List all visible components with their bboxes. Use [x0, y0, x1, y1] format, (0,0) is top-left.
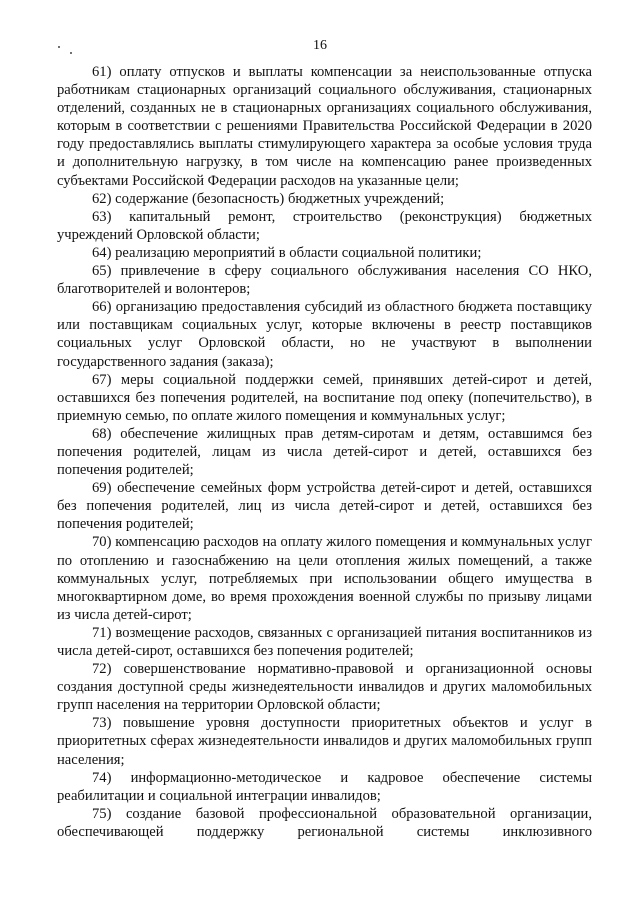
paragraph-70: 70) компенсацию расходов на оплату жилого помещения и коммунальных услуг по отоплению и газоснабжению на цели отопления жилых помещений, а также коммунальных услуг, потребляемых при использовании общего имущества в многоквартирном доме, во время прохождения военной службы по призыву лицами из числа детей-сирот;	[57, 534, 592, 623]
scan-speck	[58, 46, 60, 48]
paragraph-69: 69) обеспечение семейных форм устройства детей-сирот и детей, оставшихся без попечения родителей, лиц из числа детей-сирот и детей, оставшихся без попечения родителей;	[57, 480, 592, 533]
paragraph-64: 64) реализацию мероприятий в области социальной политики;	[92, 244, 482, 261]
paragraph-71: 71) возмещение расходов, связанных с организацией питания воспитанников из числа детей-сирот, оставшихся без попечения родителей;	[57, 624, 592, 659]
scan-speck	[70, 52, 72, 54]
paragraph-66: 66) организацию предоставления субсидий из областного бюджета поставщику или поставщикам социальных услуг, которые включены в реестр поставщиков социальных услуг Орловской области, но не участвуют в выполнении государственного задания (заказа);	[57, 299, 592, 370]
paragraph-73: 73) повышение уровня доступности приоритетных объектов и услуг в приоритетных сферах жизнедеятельности инвалидов и других маломобильных групп населения;	[57, 715, 592, 768]
paragraph-67: 67) меры социальной поддержки семей, принявших детей-сирот и детей, оставшихся без попечения родителей, на воспитание под опеку (попечительство), в приемную семью, по оплате жилого помещения и коммунальных услуг;	[57, 371, 592, 424]
paragraph-62: 62) содержание (безопасность) бюджетных учреждений;	[92, 190, 445, 207]
paragraph-74: 74) информационно-методическое и кадровое обеспечение системы реабилитации и социальной интеграции инвалидов;	[57, 769, 592, 804]
document-body	[57, 63, 592, 841]
page-number: 16	[313, 38, 327, 53]
paragraph-61: 61) оплату отпусков и выплаты компенсации за неиспользованные отпуска работникам стационарных организаций социального обслуживания, стационарных отделений, созданных не в стационарных организациях социального обслуживания, которым в соответствии с решениями Правительства Российской Федерации в 2020 году предоставлялись выплаты стимулирующего характера за особые условия труда и дополнительную нагрузку, в том числе на компенсацию ранее произведенных субъектами Российской Федерации расходов на указанные цели;	[57, 64, 592, 189]
paragraph-68: 68) обеспечение жилищных прав детям-сиротам и детям, оставшимся без попечения родителей, лицам из числа детей-сирот и детей, оставшихся без попечения родителей;	[57, 425, 592, 479]
paragraph-72: 72) совершенствование нормативно-правовой и организационной основы создания доступной среды жизнедеятельности инвалидов и других маломобильных групп населения на территории Орловской области;	[57, 661, 592, 714]
paragraph-63: 63) капитальный ремонт, строительство (реконструкция) бюджетных учреждений Орловской области;	[57, 208, 592, 243]
paragraph-65: 65) привлечение в сферу социального обслуживания населения СО НКО, благотворителей и волонтеров;	[57, 263, 592, 298]
paragraph-75: 75) создание базовой профессиональной образовательной организации, обеспечивающей поддержку региональной системы инклюзивного	[57, 805, 592, 840]
